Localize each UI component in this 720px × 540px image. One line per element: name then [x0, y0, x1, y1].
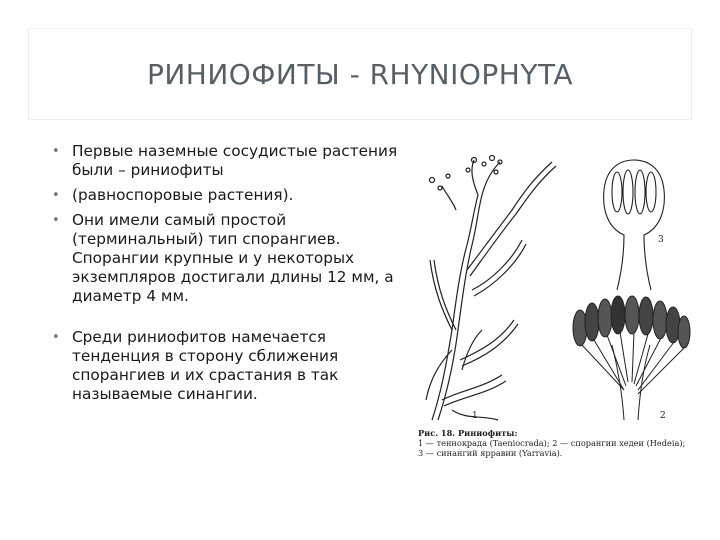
- caption-line: 1 — теннокрада (Taeniocrada); 2 — спорангии хедеи (Hedeia);: [418, 438, 686, 448]
- taeniocrada-drawing: [426, 156, 556, 421]
- label-1: 1: [472, 411, 478, 421]
- bullet-list: [52, 142, 402, 410]
- figure-caption: [418, 428, 708, 458]
- caption-line: 3 — синангий ярравии (Yarravia).: [418, 448, 563, 458]
- label-2: 2: [660, 411, 666, 421]
- bullet-item: • Среди риниофитов намечается тенденция в сторону сближения спорангиев и их срастания в так называемые синангии.: [52, 328, 402, 404]
- yarravia-synangium-drawing: [604, 160, 665, 290]
- title-box: [28, 28, 692, 120]
- bullet-item: • (равноспоровые растения).: [52, 186, 402, 205]
- bullet-item: • Первые наземные сосудистые растения были – риниофиты: [52, 142, 402, 180]
- rhyniophyta-illustration: [412, 150, 708, 470]
- label-3: 3: [658, 235, 664, 245]
- bullet-item: • Они имели самый простой (терминальный) тип спорангиев. Спорангии крупные и у некоторых экземпляров достигали длины 12 мм, а диаметр 4 мм.: [52, 211, 402, 306]
- caption-title: Рис. 18. Риниофиты:: [418, 428, 518, 438]
- hedeia-sporangia-drawing: [573, 296, 690, 420]
- slide-title: РИНИОФИТЫ - RHYNIOPHYTA: [146, 57, 574, 91]
